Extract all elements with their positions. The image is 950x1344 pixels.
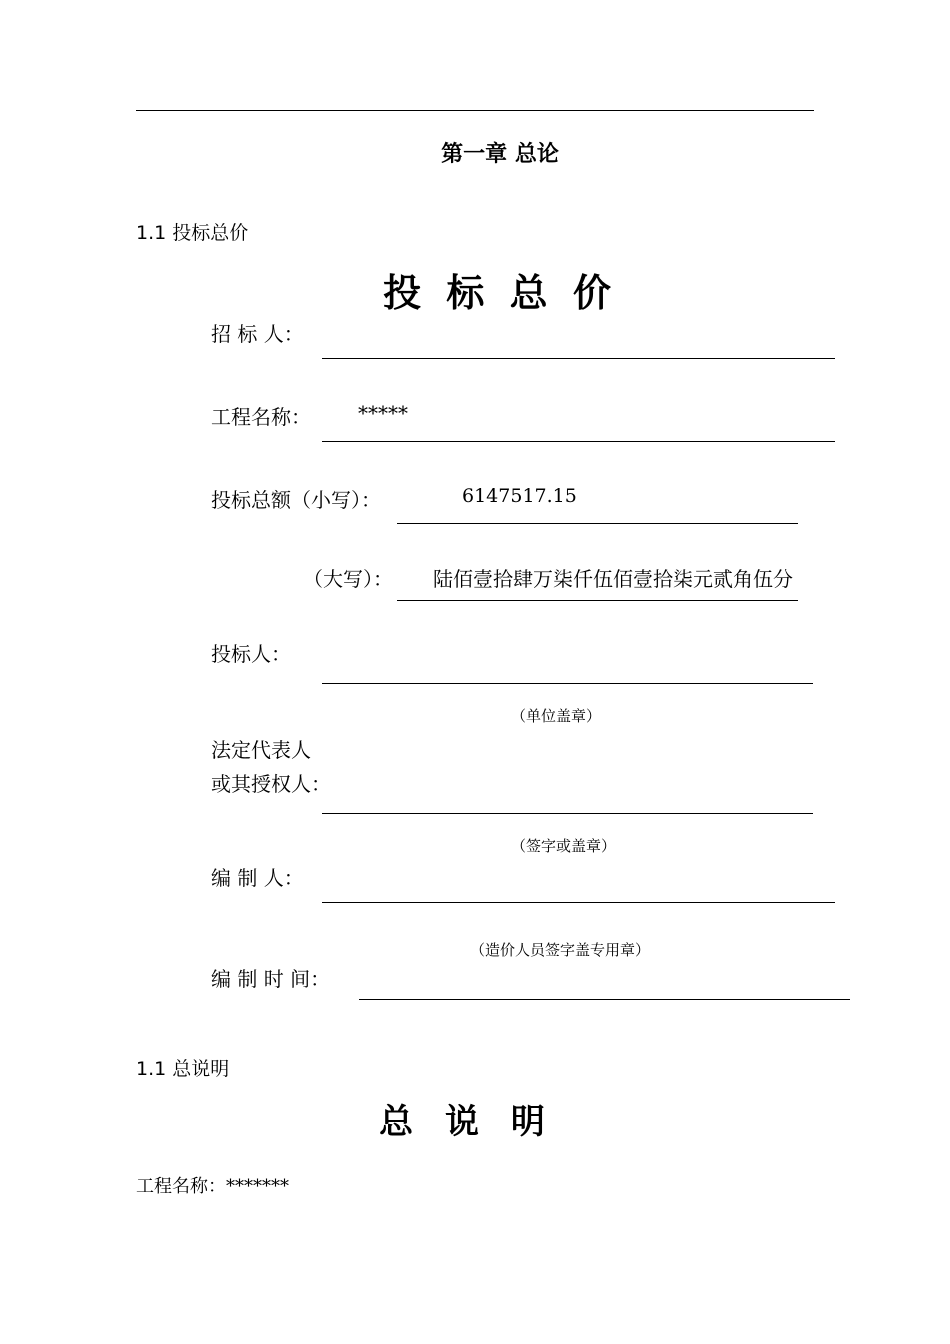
compile-date-label: 编 制 时 间：	[211, 967, 331, 991]
amount-small-label: 投标总额（小写）：	[211, 488, 381, 512]
bidder-underline	[322, 683, 813, 684]
project-name-underline	[322, 441, 835, 442]
compiler-underline	[322, 902, 835, 903]
legal-rep-sign-hint: （签字或盖章）	[511, 837, 617, 855]
section-heading-general-notes: 1.1 总说明	[136, 1058, 230, 1080]
amount-large-label: （大写）：	[303, 567, 393, 591]
compiler-label: 编 制 人：	[211, 866, 304, 890]
general-notes-project-line: 工程名称：*******	[136, 1176, 289, 1197]
tenderer-label: 招 标 人：	[211, 322, 304, 346]
amount-large-value: 陆佰壹拾肆万柒仟伍佰壹拾柒元贰角伍分	[433, 567, 793, 591]
legal-rep-label-line1: 法定代表人	[211, 738, 311, 762]
legal-rep-label-line2: 或其授权人：	[211, 772, 331, 796]
compile-date-underline	[359, 999, 850, 1000]
project-name-label: 工程名称：	[211, 405, 311, 429]
compiler-stamp-hint: （造价人员签字盖专用章）	[470, 941, 651, 959]
bid-price-title: 投 标 总 价	[383, 271, 617, 315]
amount-large-underline	[397, 600, 798, 601]
top-rule	[136, 110, 814, 111]
chapter-title: 第一章 总论	[441, 142, 559, 167]
legal-rep-underline	[322, 813, 813, 814]
amount-small-value: 6147517.15	[462, 485, 577, 507]
amount-small-underline	[397, 523, 798, 524]
bidder-label: 投标人：	[211, 642, 291, 666]
general-notes-title: 总 说 明	[379, 1102, 555, 1142]
bidder-seal-hint: （单位盖章）	[511, 707, 602, 725]
tenderer-underline	[322, 358, 835, 359]
project-name-value: *****	[358, 401, 408, 425]
section-heading-bid-price: 1.1 投标总价	[136, 222, 249, 244]
